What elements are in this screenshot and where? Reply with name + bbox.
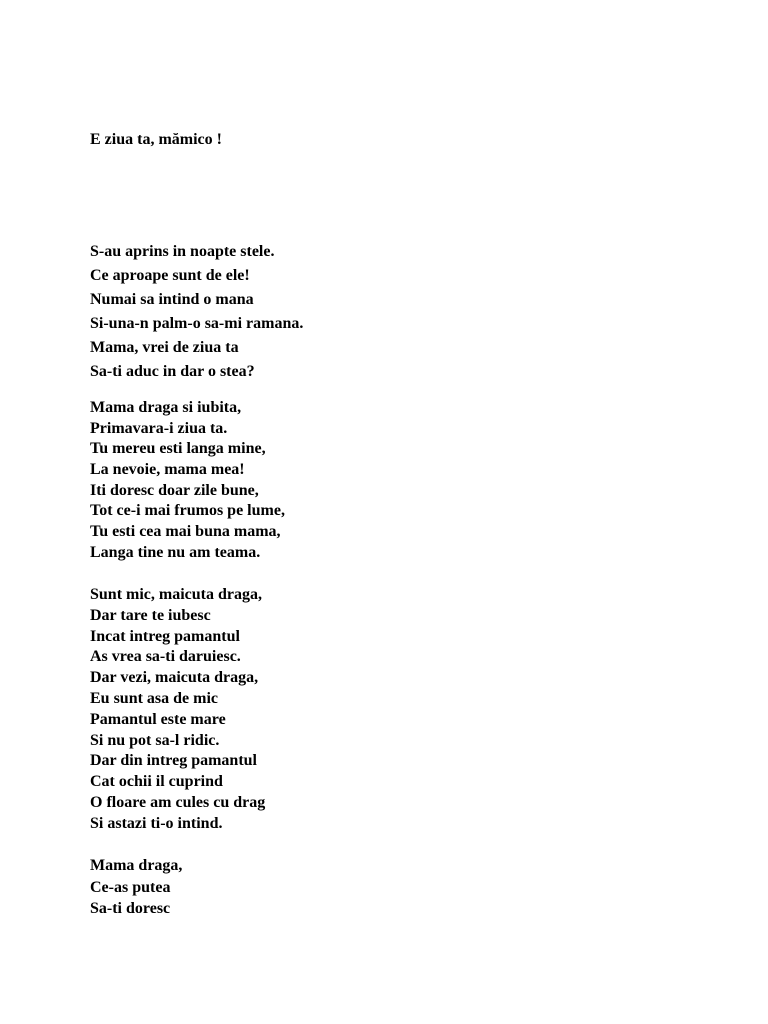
- poem-line: Tot ce-i mai frumos pe lume,: [90, 502, 285, 520]
- poem-line: Tu esti cea mai buna mama,: [90, 523, 281, 541]
- poem-line: Si-una-n palm-o sa-mi ramana.: [90, 315, 304, 332]
- poem-line: Primavara-i ziua ta.: [90, 419, 228, 437]
- poem-line: Tu mereu esti langa mine,: [90, 440, 266, 458]
- poem-line: Dar vezi, maicuta draga,: [90, 669, 259, 687]
- poem-line: Sa-ti doresc: [90, 900, 171, 917]
- poem-line: Si nu pot sa-l ridic.: [90, 731, 220, 749]
- poem-line: Ce aproape sunt de ele!: [90, 267, 250, 284]
- poem-line: Mama draga si iubita,: [90, 399, 242, 416]
- poem-line: Si astazi ti-o intind.: [90, 814, 223, 832]
- stanza: [90, 855, 182, 920]
- poem-line: Pamantul este mare: [90, 710, 226, 728]
- poem-line: Mama, vrei de ziua ta: [90, 339, 239, 356]
- poem-line: S-au aprins in noapte stele.: [90, 243, 275, 260]
- poem-line: Incat intreg pamantul: [90, 627, 240, 645]
- poem-line: Numai sa intind o mana: [90, 291, 254, 308]
- poem-line: Eu sunt asa de mic: [90, 689, 219, 707]
- poem-line: Sunt mic, maicuta draga,: [90, 586, 262, 603]
- poem-line: Sa-ti aduc in dar o stea?: [90, 363, 255, 380]
- poem-line: Ce-as putea: [90, 878, 171, 896]
- poem-line: Dar din intreg pamantul: [90, 752, 257, 770]
- stanza: [90, 585, 265, 835]
- stanza: [90, 240, 303, 384]
- poem-line: As vrea sa-ti daruiesc.: [90, 648, 241, 666]
- poem-line: Dar tare te iubesc: [90, 606, 211, 624]
- poem-line: Mama draga,: [90, 857, 183, 874]
- poem-line: Iti doresc doar zile bune,: [90, 481, 259, 499]
- poem-line: Langa tine nu am teama.: [90, 543, 261, 561]
- poem-title: E ziua ta, mămico !: [90, 131, 222, 148]
- poem-line: O floare am cules cu drag: [90, 793, 266, 811]
- stanza: [90, 398, 285, 564]
- poem-line: Cat ochii il cuprind: [90, 773, 223, 791]
- poem-line: La nevoie, mama mea!: [90, 461, 245, 479]
